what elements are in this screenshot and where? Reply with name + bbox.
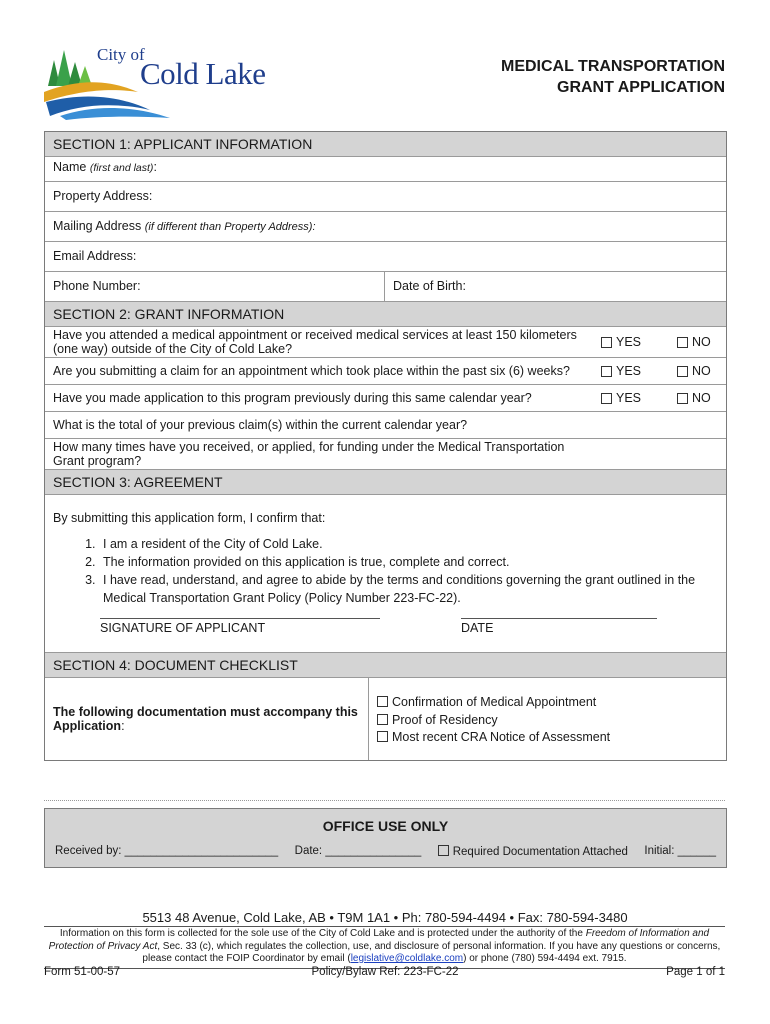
checkbox-icon[interactable]	[677, 366, 688, 377]
footer-address: 5513 48 Avenue, Cold Lake, AB • T9M 1A1 • Ph: 780-594-4494 • Fax: 780-594-3480	[142, 910, 628, 925]
question-2-no[interactable]	[677, 358, 711, 384]
mailing-address-hint: (if different than Property Address):	[144, 221, 316, 233]
agreement-item-3-text: I have read, understand, and agree to abide by the terms and conditions governing the grant outlined in the	[103, 573, 696, 587]
section-1-heading: SECTION 1: APPLICANT INFORMATION	[45, 132, 726, 156]
mailing-address-label: Mailing Address	[53, 219, 142, 233]
name-colon: :	[153, 160, 157, 174]
checklist-label: Confirmation of Medical Appointment	[392, 695, 597, 709]
section-4-heading: SECTION 4: DOCUMENT CHECKLIST	[45, 652, 726, 677]
checklist-row	[45, 677, 726, 760]
question-3-no[interactable]	[677, 385, 711, 411]
no-label: NO	[692, 391, 711, 405]
email-field[interactable]	[45, 241, 726, 271]
agreement-block	[45, 494, 726, 652]
no-label: NO	[692, 364, 711, 378]
question-3-yes[interactable]	[601, 385, 641, 411]
checkbox-icon[interactable]	[438, 845, 449, 856]
initial-field[interactable]: Initial: ______	[644, 845, 716, 857]
name-label: Name	[53, 160, 87, 174]
question-5-line-2: Grant program?	[53, 454, 142, 468]
checklist-instruction-bold: The following documentation must accompany this Application	[53, 705, 358, 733]
checklist-instruction-colon: :	[121, 719, 125, 733]
checklist-item-residency[interactable]	[377, 712, 718, 730]
office-use-title: OFFICE USE ONLY	[322, 818, 449, 834]
signature-label: SIGNATURE OF APPLICANT	[100, 621, 266, 635]
yes-label: YES	[616, 391, 642, 405]
agreement-item	[99, 571, 718, 607]
office-use-fields	[55, 845, 716, 858]
question-5-row[interactable]	[45, 438, 726, 469]
checklist-item-appointment[interactable]	[377, 694, 718, 712]
checkbox-icon[interactable]	[677, 393, 688, 404]
dob-field[interactable]	[384, 272, 726, 301]
yes-label: YES	[616, 335, 642, 349]
checklist-instruction	[45, 678, 368, 760]
notice-part-2: , Sec. 33 (c), which regulates the collection, use, and disclosure of personal information. If you have any questions or concerns, please contact the FOIP Coordinator by email (	[142, 940, 721, 964]
question-5	[45, 439, 601, 468]
question-1-yes[interactable]	[601, 327, 641, 357]
phone-label: Phone Number:	[53, 279, 141, 293]
phone-dob-row	[45, 271, 726, 301]
checkbox-icon[interactable]	[377, 714, 388, 725]
email-label: Email Address:	[53, 249, 137, 263]
section-3-heading: SECTION 3: AGREEMENT	[45, 469, 726, 494]
question-2-yes[interactable]	[601, 358, 641, 384]
checkbox-icon[interactable]	[601, 366, 612, 377]
application-form	[44, 131, 727, 761]
agreement-item: 1. I am a resident of the City of Cold Lake.	[99, 535, 718, 553]
phone-field[interactable]	[45, 272, 384, 301]
agreement-item-3-cont: Medical Transportation Grant Policy (Policy Number 223-FC-22).	[103, 591, 461, 605]
signature-line[interactable]	[100, 618, 380, 619]
agreement-intro: By submitting this application form, I confirm that:	[53, 511, 326, 525]
notice-part-3: ) or phone (780) 594-4494 ext. 7915.	[463, 953, 627, 964]
question-1-row	[45, 326, 726, 357]
office-use-box	[44, 808, 727, 868]
agreement-list	[53, 535, 718, 607]
section-2-heading: SECTION 2: GRANT INFORMATION	[45, 301, 726, 326]
document-title	[501, 56, 725, 98]
question-4: What is the total of your previous claim(s) within the current calendar year?	[53, 418, 468, 432]
notice-act-name: Freedom of Information and Protection of Privacy Act	[48, 928, 710, 952]
property-address-label: Property Address:	[53, 189, 153, 203]
property-address-field[interactable]	[45, 181, 726, 211]
checkbox-icon[interactable]	[601, 337, 612, 348]
foip-email-link[interactable]: legislative@coldlake.com	[350, 953, 464, 964]
logo-cold-lake: Cold Lake	[140, 56, 266, 91]
title-line-1: MEDICAL TRANSPORTATION	[501, 58, 725, 75]
date-label: DATE	[461, 621, 494, 635]
policy-reference: Policy/Bylaw Ref: 223-FC-22	[311, 966, 459, 978]
required-docs-field[interactable]	[438, 845, 628, 858]
question-1-line-2: (one way) outside of the City of Cold Lake?	[53, 342, 293, 356]
form-number: Form 51-00-57	[44, 966, 121, 978]
question-1	[45, 327, 601, 356]
privacy-notice	[44, 926, 725, 969]
name-hint: (first and last)	[89, 162, 154, 174]
name-field[interactable]	[45, 156, 726, 181]
office-date-field[interactable]: Date: _______________	[294, 845, 422, 857]
date-line[interactable]	[461, 618, 657, 619]
dob-label: Date of Birth:	[393, 279, 466, 293]
no-label: NO	[692, 335, 711, 349]
page-number: Page 1 of 1	[666, 966, 725, 978]
checklist-label: Proof of Residency	[392, 712, 498, 727]
agreement-item: 2. The information provided on this application is true, complete and correct.	[99, 553, 718, 571]
received-by-field[interactable]: Received by: ________________________	[55, 845, 279, 857]
title-line-2: GRANT APPLICATION	[557, 79, 725, 96]
question-5-line-1: How many times have you received, or applied, for funding under the Medical Transportation	[53, 440, 565, 454]
question-3-row	[45, 384, 726, 411]
checkbox-icon[interactable]	[377, 731, 388, 742]
checklist-item-cra-notice[interactable]	[377, 729, 718, 747]
question-3: Have you made application to this program previously during this same calendar year?	[53, 391, 532, 405]
checkbox-icon[interactable]	[677, 337, 688, 348]
question-2-row	[45, 357, 726, 384]
question-4-row[interactable]	[45, 411, 726, 438]
checklist-items	[368, 678, 726, 760]
checkbox-icon[interactable]	[377, 696, 388, 707]
required-docs-label: Required Documentation Attached	[452, 846, 628, 858]
mailing-address-field[interactable]	[45, 211, 726, 241]
checkbox-icon[interactable]	[601, 393, 612, 404]
notice-part-1: Information on this form is collected for the sole use of the City of Cold Lake and is protected under the authority of the	[59, 928, 586, 939]
question-1-line-1: Have you attended a medical appointment or received medical services at least 150 kilometers	[53, 328, 577, 342]
office-divider	[44, 800, 725, 801]
question-2: Are you submitting a claim for an appointment which took place within the past six (6) weeks?	[53, 364, 570, 378]
yes-label: YES	[616, 364, 642, 378]
logo-city-of: City of	[97, 45, 145, 64]
question-1-no[interactable]	[677, 327, 711, 357]
checklist-label: Most recent CRA Notice of Assessment	[392, 730, 611, 744]
